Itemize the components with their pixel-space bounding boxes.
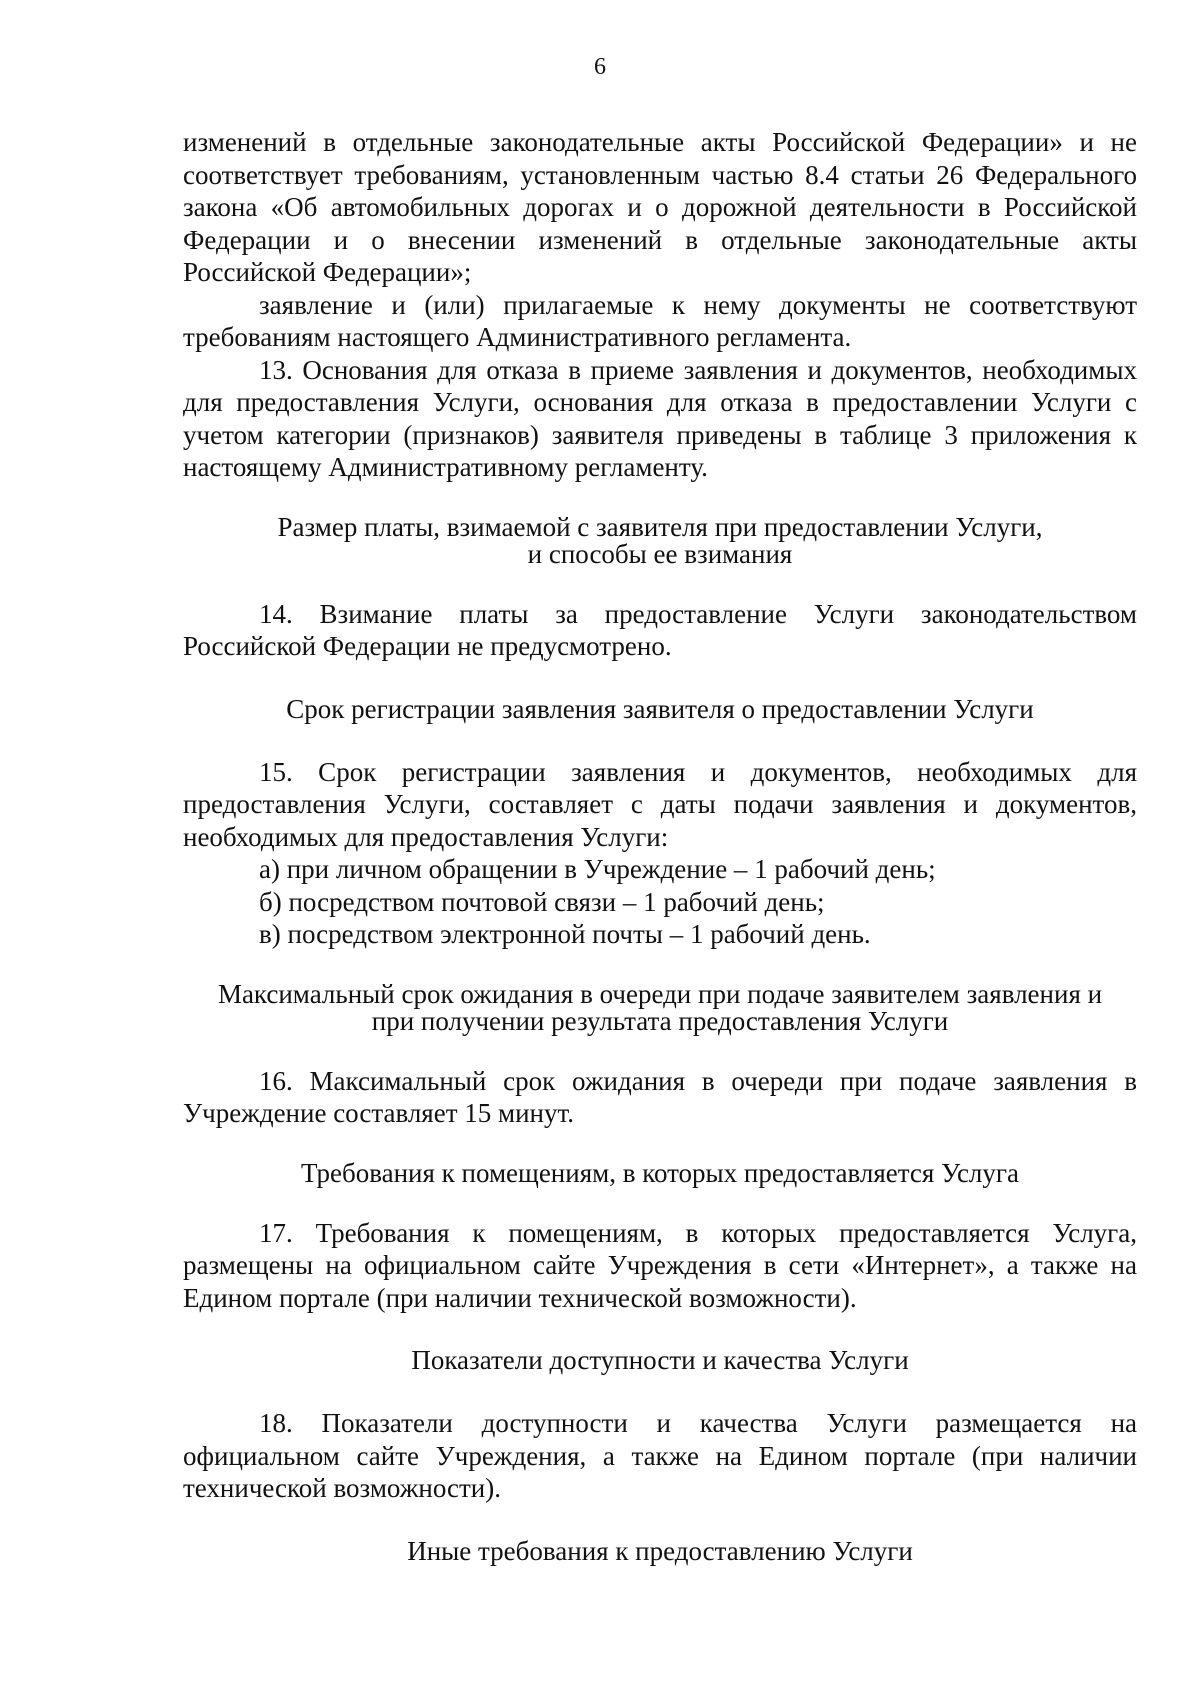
paragraph-13: 13. Основания для отказа в приеме заявления и документов, необходимых для предоставления Услуги, основания для отказа в предоставлении Услуги с учетом категории (признаков) заявителя приведены в таблице 3 приложения к настоящему Административному регламенту. bbox=[183, 354, 1137, 482]
paragraph-16: 16. Максимальный срок ожидания в очереди при подаче заявления в Учреждение составляет 15 минут. bbox=[183, 1065, 1137, 1128]
paragraph-continued: изменений в отдельные законодательные акты Российской Федерации» и не соответствует требованиям, установленным частью 8.4 статьи 26 Федерального закона «Об автомобильных дорогах и о дорожной деятельности в Российской Федерации и о внесении изменений в отдельные законодательные акты Российской Федерации»; bbox=[183, 127, 1137, 287]
heading-fee-line-2: и способы ее взимания bbox=[527, 538, 793, 569]
heading-premises: Требования к помещениям, в которых предоставляется Услуга bbox=[301, 1157, 1019, 1188]
heading-quality-indicators: Показатели доступности и качества Услуги bbox=[411, 1345, 909, 1375]
paragraph-statement-nonconformity: заявление и (или) прилагаемые к нему документы не соответствуют требованиям настоящего Административного регламента. bbox=[183, 289, 1137, 352]
heading-fee-line-1: Размер платы, взимаемой с заявителя при предоставлении Услуги, bbox=[277, 511, 1043, 542]
paragraph-15-item-a: а) при личном обращении в Учреждение – 1 рабочий день; bbox=[259, 854, 936, 884]
paragraph-18: 18. Показатели доступности и качества Услуги размещается на официальном сайте Учреждения, а также на Едином портале (при наличии технической возможности). bbox=[183, 1408, 1137, 1503]
paragraph-15-item-c: в) посредством электронной почты – 1 рабочий день. bbox=[259, 919, 871, 949]
document-body bbox=[183, 126, 1137, 1565]
paragraph-17: 17. Требования к помещениям, в которых предоставляется Услуга, размещены на официальном сайте Учреждения в сети «Интернет», а также на Едином портале (при наличии технической возможности). bbox=[183, 1217, 1137, 1313]
heading-registration-term: Срок регистрации заявления заявителя о предоставлении Услуги bbox=[286, 693, 1034, 724]
page-number: 6 bbox=[594, 54, 606, 80]
heading-other-requirements: Иные требования к предоставлению Услуги bbox=[407, 1535, 913, 1566]
paragraph-15-item-b: б) посредством почтовой связи – 1 рабочий день; bbox=[259, 886, 825, 917]
heading-queue-line-2: при получении результата предоставления Услуги bbox=[371, 1005, 949, 1036]
heading-queue-line-1: Максимальный срок ожидания в очереди при подаче заявителем заявления и bbox=[217, 978, 1103, 1009]
paragraph-15: 15. Срок регистрации заявления и документов, необходимых для предоставления Услуги, составляет с даты подачи заявления и документов, необходимых для предоставления Услуги: bbox=[183, 756, 1137, 852]
paragraph-14: 14. Взимание платы за предоставление Услуги законодательством Российской Федерации не предусмотрено. bbox=[183, 598, 1137, 661]
